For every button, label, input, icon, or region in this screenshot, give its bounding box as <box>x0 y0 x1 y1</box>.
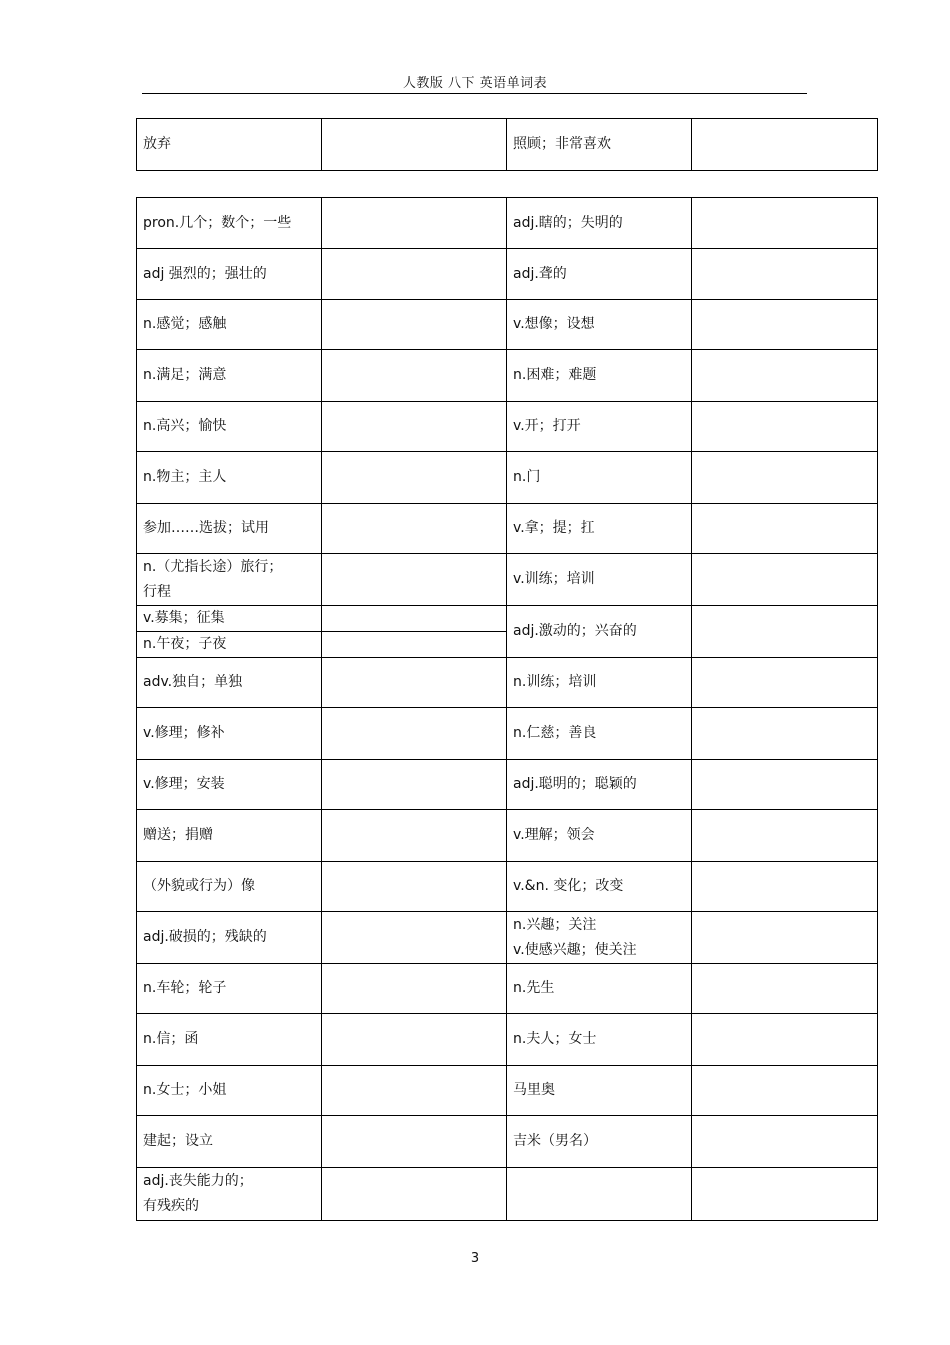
chinese-meaning-cell: adj.破损的；残缺的 <box>137 912 322 964</box>
answer-cell[interactable] <box>692 402 878 452</box>
answer-cell[interactable] <box>322 810 507 862</box>
answer-cell[interactable] <box>692 119 878 171</box>
table-row <box>137 1168 878 1221</box>
answer-cell[interactable] <box>692 1066 878 1116</box>
chinese-meaning-cell: adj 强烈的；强壮的 <box>137 249 322 300</box>
answer-cell[interactable] <box>322 300 507 350</box>
answer-cell[interactable] <box>692 249 878 300</box>
answer-cell[interactable] <box>692 964 878 1014</box>
answer-cell[interactable] <box>322 1168 507 1221</box>
answer-cell[interactable] <box>692 606 878 658</box>
answer-cell[interactable] <box>692 350 878 402</box>
answer-cell[interactable] <box>692 300 878 350</box>
answer-cell[interactable] <box>322 504 507 554</box>
page-header: 人教版 八下 英语单词表 <box>402 76 548 91</box>
chinese-meaning-cell: pron.几个；数个；一些 <box>137 198 322 249</box>
chinese-meaning-cell: n.感觉；感触 <box>137 300 322 350</box>
answer-cell[interactable] <box>322 119 507 171</box>
answer-cell[interactable] <box>692 708 878 760</box>
table-row <box>137 402 878 452</box>
chinese-meaning-cell: adj.激动的；兴奋的 <box>507 606 692 658</box>
chinese-meaning-cell: v.&n. 变化；改变 <box>507 862 692 912</box>
page-number: 3 <box>470 1251 480 1266</box>
answer-cell[interactable] <box>692 198 878 249</box>
answer-cell[interactable] <box>692 1116 878 1168</box>
chinese-meaning-cell: n.信；函 <box>137 1014 322 1066</box>
answer-cell[interactable] <box>692 554 878 606</box>
chinese-meaning-cell: 赠送；捐赠 <box>137 810 322 862</box>
table-row <box>137 1014 878 1066</box>
table-row <box>137 198 878 249</box>
chinese-meaning-cell: 放弃 <box>137 119 322 171</box>
chinese-meaning-cell: n.满足；满意 <box>137 350 322 402</box>
answer-cell[interactable] <box>692 1014 878 1066</box>
chinese-meaning-cell: 建起；设立 <box>137 1116 322 1168</box>
answer-cell[interactable] <box>322 198 507 249</box>
answer-cell[interactable] <box>322 1014 507 1066</box>
answer-cell[interactable] <box>322 964 507 1014</box>
chinese-meaning-cell: v.想像；设想 <box>507 300 692 350</box>
chinese-meaning-cell: v.修理；安装 <box>137 760 322 810</box>
answer-cell[interactable] <box>692 862 878 912</box>
chinese-meaning-cell: adv.独自；单独 <box>137 658 322 708</box>
table-row <box>137 912 878 964</box>
table-row <box>137 606 878 632</box>
chinese-meaning-cell: n.夫人；女士 <box>507 1014 692 1066</box>
table-row <box>137 554 878 606</box>
answer-cell[interactable] <box>322 554 507 606</box>
table-row <box>137 862 878 912</box>
table-row <box>137 658 878 708</box>
answer-cell[interactable] <box>692 912 878 964</box>
answer-cell[interactable] <box>692 658 878 708</box>
table-row <box>137 504 878 554</box>
table-row <box>137 708 878 760</box>
answer-cell[interactable] <box>322 912 507 964</box>
chinese-meaning-cell: n.困难；难题 <box>507 350 692 402</box>
table-row <box>137 1116 878 1168</box>
table-row <box>137 119 878 171</box>
answer-cell[interactable] <box>322 708 507 760</box>
chinese-meaning-cell: 吉米（男名） <box>507 1116 692 1168</box>
chinese-meaning-cell: v.训练；培训 <box>507 554 692 606</box>
chinese-meaning-cell: n.高兴；愉快 <box>137 402 322 452</box>
chinese-meaning-cell: 照顾；非常喜欢 <box>507 119 692 171</box>
main-vocab-table <box>136 197 878 1221</box>
chinese-meaning-cell: n.兴趣；关注 v.使感兴趣；使关注 <box>507 912 692 964</box>
chinese-meaning-cell: adj.聋的 <box>507 249 692 300</box>
chinese-meaning-cell: n.训练；培训 <box>507 658 692 708</box>
chinese-meaning-cell: v.理解；领会 <box>507 810 692 862</box>
answer-cell[interactable] <box>692 810 878 862</box>
chinese-meaning-cell: 参加……选拔；试用 <box>137 504 322 554</box>
table-row <box>137 964 878 1014</box>
chinese-meaning-cell: v.募集；征集 <box>137 606 322 632</box>
header-rule <box>142 93 807 94</box>
chinese-meaning-cell: n.先生 <box>507 964 692 1014</box>
answer-cell[interactable] <box>322 658 507 708</box>
table-row <box>137 350 878 402</box>
chinese-meaning-cell: n.门 <box>507 452 692 504</box>
chinese-meaning-cell: v.拿；提；扛 <box>507 504 692 554</box>
chinese-meaning-cell: n.女士；小姐 <box>137 1066 322 1116</box>
table-row <box>137 760 878 810</box>
top-vocab-table <box>136 118 878 171</box>
table-row <box>137 1066 878 1116</box>
chinese-meaning-cell: n.车轮；轮子 <box>137 964 322 1014</box>
answer-cell[interactable] <box>322 606 507 632</box>
answer-cell[interactable] <box>322 862 507 912</box>
answer-cell[interactable] <box>322 760 507 810</box>
answer-cell[interactable] <box>692 1168 878 1221</box>
table-row <box>137 300 878 350</box>
chinese-meaning-cell: adj.丧失能力的； 有残疾的 <box>137 1168 322 1221</box>
chinese-meaning-cell: n.（尤指长途）旅行； 行程 <box>137 554 322 606</box>
chinese-meaning-cell: n.物主；主人 <box>137 452 322 504</box>
chinese-meaning-cell: v.开；打开 <box>507 402 692 452</box>
chinese-meaning-cell: （外貌或行为）像 <box>137 862 322 912</box>
chinese-meaning-cell <box>507 1168 692 1221</box>
answer-cell[interactable] <box>322 350 507 402</box>
answer-cell[interactable] <box>692 452 878 504</box>
chinese-meaning-cell: n.仁慈；善良 <box>507 708 692 760</box>
table-row <box>137 810 878 862</box>
answer-cell[interactable] <box>322 452 507 504</box>
chinese-meaning-cell: v.修理；修补 <box>137 708 322 760</box>
table-row <box>137 249 878 300</box>
chinese-meaning-cell: adj.瞎的；失明的 <box>507 198 692 249</box>
answer-cell[interactable] <box>692 760 878 810</box>
answer-cell[interactable] <box>322 632 507 658</box>
answer-cell[interactable] <box>322 1116 507 1168</box>
answer-cell[interactable] <box>322 249 507 300</box>
chinese-meaning-cell: 马里奥 <box>507 1066 692 1116</box>
answer-cell[interactable] <box>322 1066 507 1116</box>
answer-cell[interactable] <box>322 402 507 452</box>
chinese-meaning-cell: n.午夜；子夜 <box>137 632 322 658</box>
chinese-meaning-cell: adj.聪明的；聪颖的 <box>507 760 692 810</box>
answer-cell[interactable] <box>692 504 878 554</box>
table-row <box>137 452 878 504</box>
